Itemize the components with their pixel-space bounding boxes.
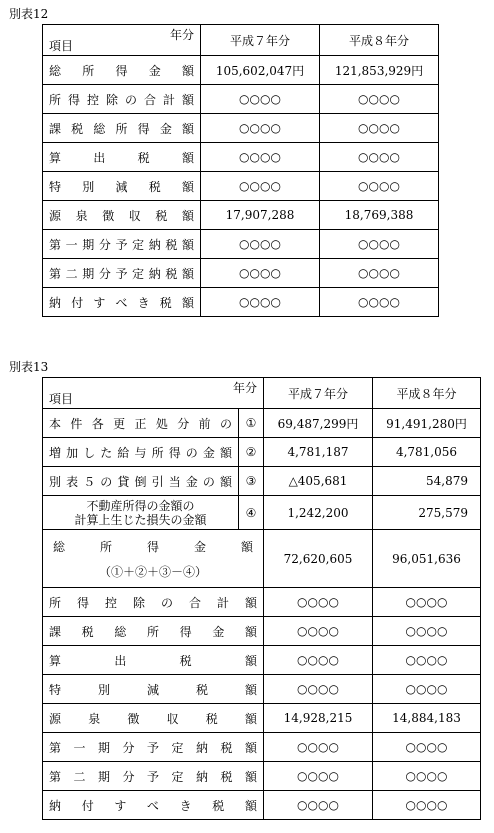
- row-value-h8: ○○○○: [373, 617, 481, 646]
- row-value-h8: ○○○○: [373, 675, 481, 704]
- table13-col-h8: 平成８年分: [373, 378, 481, 409]
- row-value-h8: ○○○○: [373, 588, 481, 617]
- row-label: 増加した給与所得の金額: [43, 438, 239, 467]
- table13: [42, 377, 481, 820]
- row-value-h7: 4,781,187: [264, 438, 373, 467]
- table-row: [43, 617, 481, 646]
- row-value-h8: ○○○○: [373, 733, 481, 762]
- table-row: [43, 438, 481, 467]
- table-row: [43, 588, 481, 617]
- row-value-h7: ○○○○: [201, 230, 320, 259]
- row-number: ①: [239, 409, 264, 438]
- row-value-h8: 54,879: [373, 467, 481, 496]
- table12: [42, 24, 439, 317]
- row-value-h7: ○○○○: [264, 588, 373, 617]
- table12-caption: 別表12: [9, 7, 49, 21]
- row-label: 第二期分予定納税額: [43, 762, 264, 791]
- table12-header-row: [43, 25, 439, 56]
- table-row: [43, 646, 481, 675]
- row-value-h7: ○○○○: [201, 143, 320, 172]
- corner-item-label: 項目: [49, 392, 74, 406]
- row-label: 特別減税額: [43, 675, 264, 704]
- row-label: 特別減税額: [43, 172, 201, 201]
- row-value-h7: ○○○○: [201, 114, 320, 143]
- table-row: [43, 496, 481, 530]
- row-value-h8: ○○○○: [320, 259, 439, 288]
- table13-header-row: [43, 378, 481, 409]
- table-row: [43, 409, 481, 438]
- row-label: 第一期分予定納税額: [43, 733, 264, 762]
- table13-caption: 別表13: [9, 360, 49, 374]
- row-value-h8: 275,579: [373, 496, 481, 530]
- row-label: [43, 496, 239, 530]
- table-row: [43, 530, 481, 588]
- row-number: ③: [239, 467, 264, 496]
- table12-corner: [43, 25, 201, 56]
- row-value-h7: ○○○○: [264, 791, 373, 820]
- row-label: [43, 530, 264, 588]
- row-value-h8: ○○○○: [373, 646, 481, 675]
- table13-corner: [43, 378, 264, 409]
- row-label: 算出税額: [43, 143, 201, 172]
- row-value-h7: 69,487,299円: [264, 409, 373, 438]
- row-value-h7: ○○○○: [264, 617, 373, 646]
- row-value-h7: ○○○○: [264, 762, 373, 791]
- table-row: [43, 704, 481, 733]
- row-label-line1: 不動産所得の金額の: [86, 498, 195, 513]
- row-value-h8: 18,769,388: [320, 201, 439, 230]
- row-value-h8: 96,051,636: [373, 530, 481, 588]
- table-row: [43, 201, 439, 230]
- row-value-h7: 14,928,215: [264, 704, 373, 733]
- table-row: [43, 467, 481, 496]
- table13-col-h7: 平成７年分: [264, 378, 373, 409]
- row-label: 第一期分予定納税額: [43, 230, 201, 259]
- row-value-h7: 1,242,200: [264, 496, 373, 530]
- row-value-h7: ○○○○: [201, 288, 320, 317]
- row-value-h7: ○○○○: [264, 646, 373, 675]
- row-label: 源泉徴収税額: [43, 201, 201, 230]
- row-value-h7: ○○○○: [201, 172, 320, 201]
- table-row: [43, 230, 439, 259]
- row-label: 算出税額: [43, 646, 264, 675]
- row-label: 総所得金額: [43, 56, 201, 85]
- row-label: 源泉徴収税額: [43, 704, 264, 733]
- table-row: [43, 675, 481, 704]
- row-value-h7: ○○○○: [201, 85, 320, 114]
- row-value-h8: ○○○○: [320, 114, 439, 143]
- row-label: 本件各更正処分前の: [43, 409, 239, 438]
- row-value-h7: ○○○○: [201, 259, 320, 288]
- row-label: 納付すべき税額: [43, 288, 201, 317]
- row-label: 納付すべき税額: [43, 791, 264, 820]
- row-label-line2: 計算上生じた損失の金額: [74, 512, 207, 527]
- row-value-h8: ○○○○: [320, 172, 439, 201]
- row-value-h8: ○○○○: [320, 288, 439, 317]
- row-value-h8: ○○○○: [373, 791, 481, 820]
- row-value-h8: ○○○○: [320, 143, 439, 172]
- row-label-line2: （①＋②＋③－④）: [98, 564, 207, 579]
- row-number: ②: [239, 438, 264, 467]
- row-value-h8: 121,853,929円: [320, 56, 439, 85]
- corner-year-label: 年分: [169, 28, 194, 42]
- row-label: 第二期分予定納税額: [43, 259, 201, 288]
- table-row: [43, 733, 481, 762]
- row-value-h7: △405,681: [264, 467, 373, 496]
- table-row: [43, 791, 481, 820]
- table-row: [43, 259, 439, 288]
- table12-col-h8: 平成８年分: [320, 25, 439, 56]
- row-label: 所得控除の合計額: [43, 85, 201, 114]
- row-value-h8: ○○○○: [320, 85, 439, 114]
- row-label: 別表５の貸倒引当金の額: [43, 467, 239, 496]
- row-value-h7: 72,620,605: [264, 530, 373, 588]
- table-row: [43, 762, 481, 791]
- row-label: 課税総所得金額: [43, 617, 264, 646]
- table-row: [43, 56, 439, 85]
- row-value-h8: 14,884,183: [373, 704, 481, 733]
- corner-year-label: 年分: [232, 381, 257, 395]
- row-label-line1: 総所得金額: [53, 539, 253, 554]
- table-row: [43, 114, 439, 143]
- row-value-h7: ○○○○: [264, 675, 373, 704]
- row-value-h7: 17,907,288: [201, 201, 320, 230]
- table-row: [43, 85, 439, 114]
- corner-item-label: 項目: [49, 39, 74, 53]
- table-row: [43, 143, 439, 172]
- row-label: 所得控除の合計額: [43, 588, 264, 617]
- row-label: 課税総所得金額: [43, 114, 201, 143]
- table12-col-h7: 平成７年分: [201, 25, 320, 56]
- row-number: ④: [239, 496, 264, 530]
- row-value-h8: 4,781,056: [373, 438, 481, 467]
- row-value-h8: ○○○○: [320, 230, 439, 259]
- row-value-h8: 91,491,280円: [373, 409, 481, 438]
- row-value-h8: ○○○○: [373, 762, 481, 791]
- table-row: [43, 288, 439, 317]
- row-value-h7: ○○○○: [264, 733, 373, 762]
- table-row: [43, 172, 439, 201]
- row-value-h7: 105,602,047円: [201, 56, 320, 85]
